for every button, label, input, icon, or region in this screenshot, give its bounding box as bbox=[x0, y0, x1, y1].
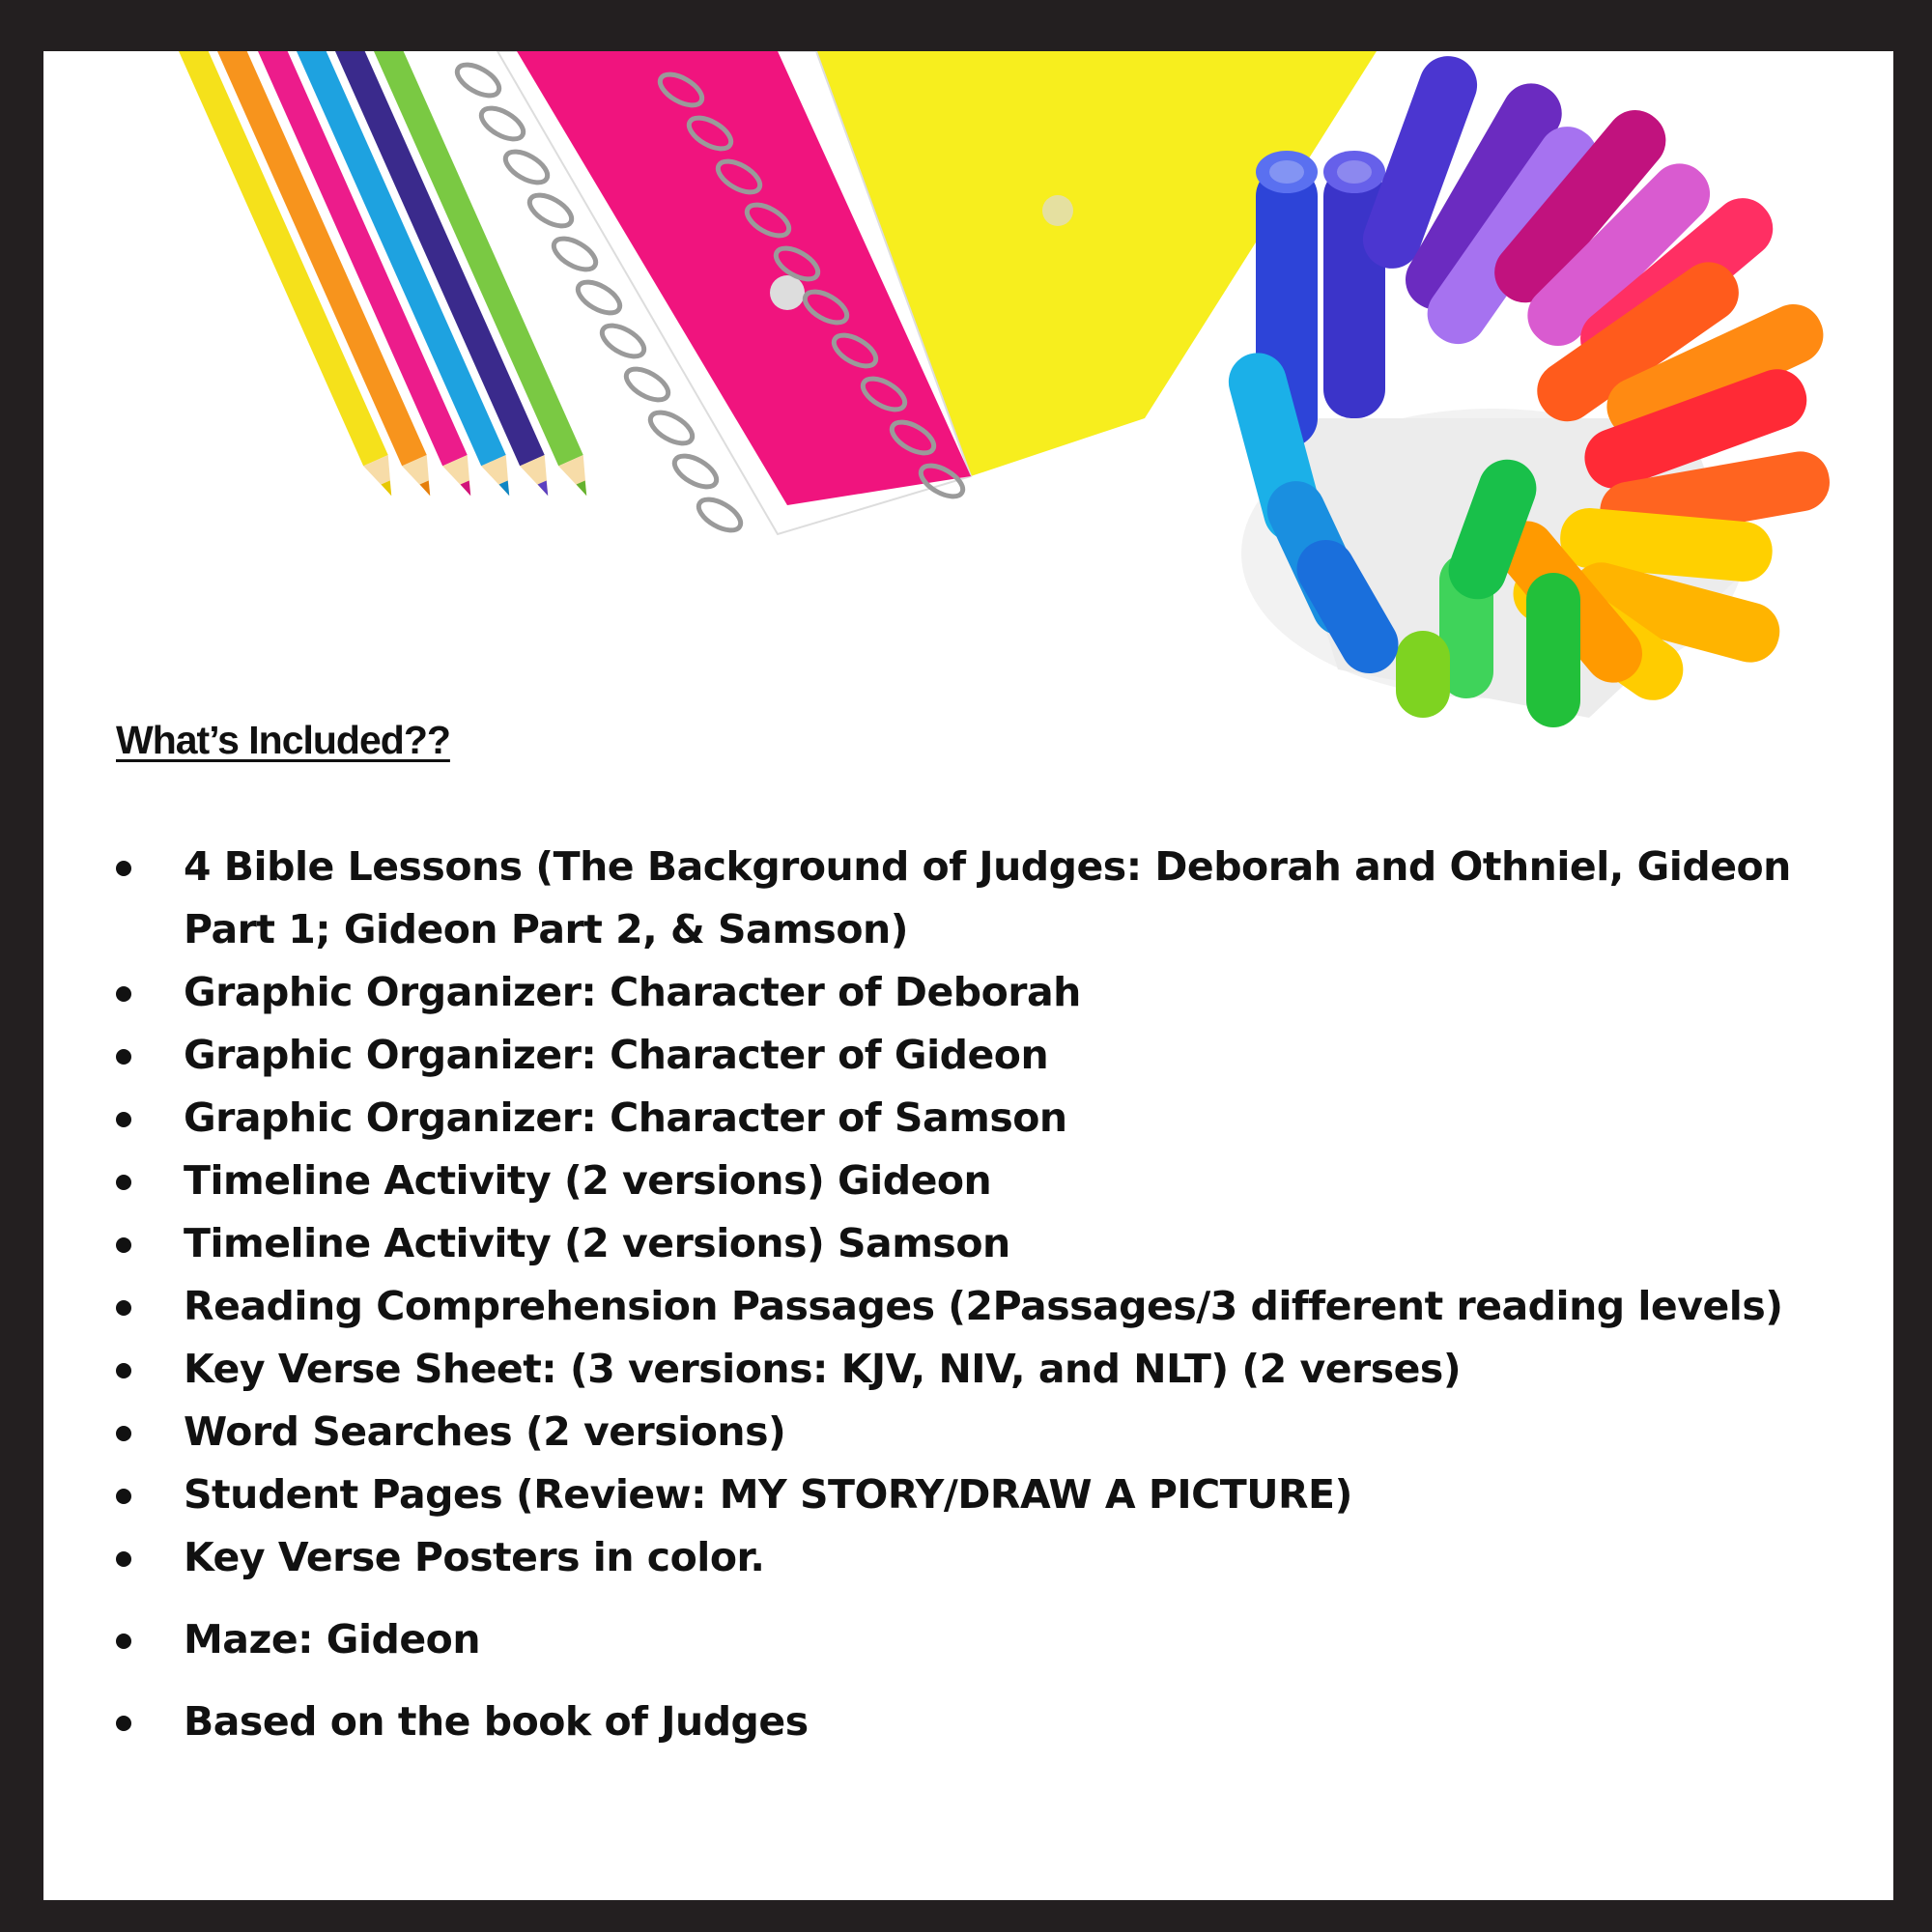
top-rule bbox=[0, 0, 1932, 4]
list-item-text: Graphic Organizer: Character of Gideon bbox=[184, 1032, 1049, 1078]
bullet bbox=[116, 986, 131, 1002]
marker-cup bbox=[1222, 51, 1834, 727]
list-item-text: Reading Comprehension Passages (2Passages/3 different reading levels) bbox=[184, 1283, 1783, 1329]
bullet bbox=[116, 1363, 131, 1378]
bullet bbox=[116, 861, 131, 876]
bullet bbox=[116, 1049, 131, 1065]
bullet bbox=[116, 1300, 131, 1316]
bullet bbox=[116, 1175, 131, 1190]
spiral-notebooks bbox=[452, 51, 1377, 536]
bullet bbox=[116, 1112, 131, 1127]
list-item bbox=[116, 1608, 1835, 1671]
list-item-text: Graphic Organizer: Character of Deborah bbox=[184, 969, 1081, 1015]
list-item-text: Timeline Activity (2 versions) Gideon bbox=[184, 1157, 992, 1204]
list-item-text: Timeline Activity (2 versions) Samson bbox=[184, 1220, 1010, 1266]
list-item-text: Key Verse Posters in color. bbox=[184, 1534, 765, 1580]
list-item bbox=[116, 1338, 1835, 1401]
list-item bbox=[116, 961, 1835, 1024]
bullet bbox=[116, 1716, 131, 1731]
list-item-text: Key Verse Sheet: (3 versions: KJV, NIV, and NLT) (2 verses) bbox=[184, 1346, 1462, 1392]
list-item bbox=[116, 1401, 1835, 1463]
list-item-text: Graphic Organizer: Character of Samson bbox=[184, 1094, 1067, 1141]
list-item bbox=[116, 1275, 1835, 1338]
list-item-text: Maze: Gideon bbox=[184, 1616, 481, 1662]
list-item bbox=[116, 1150, 1835, 1212]
list-item-text: 4 Bible Lessons (The Background of Judges: Deborah and Othniel, Gideon Part 1; Gideon Part 2, & Samson) bbox=[184, 843, 1791, 952]
bullet bbox=[116, 1634, 131, 1649]
list-item bbox=[116, 1024, 1835, 1087]
bullet bbox=[116, 1489, 131, 1504]
section-heading: What’s Included?? bbox=[116, 718, 450, 762]
bullet bbox=[116, 1551, 131, 1567]
list-item-text: Based on the book of Judges bbox=[184, 1698, 809, 1745]
list-item bbox=[116, 1526, 1835, 1589]
list-item bbox=[116, 1212, 1835, 1275]
bullet bbox=[116, 1237, 131, 1253]
list-item bbox=[116, 1463, 1835, 1526]
included-items-list bbox=[116, 836, 1835, 1753]
list-item bbox=[116, 836, 1835, 961]
list-item-text: Student Pages (Review: MY STORY/DRAW A PICTURE) bbox=[184, 1471, 1352, 1518]
list-item-text: Word Searches (2 versions) bbox=[184, 1408, 786, 1455]
bullet bbox=[116, 1426, 131, 1441]
list-item bbox=[116, 1087, 1835, 1150]
school-supplies-illustration bbox=[43, 51, 1893, 727]
list-item bbox=[116, 1690, 1835, 1753]
page bbox=[43, 51, 1893, 1900]
